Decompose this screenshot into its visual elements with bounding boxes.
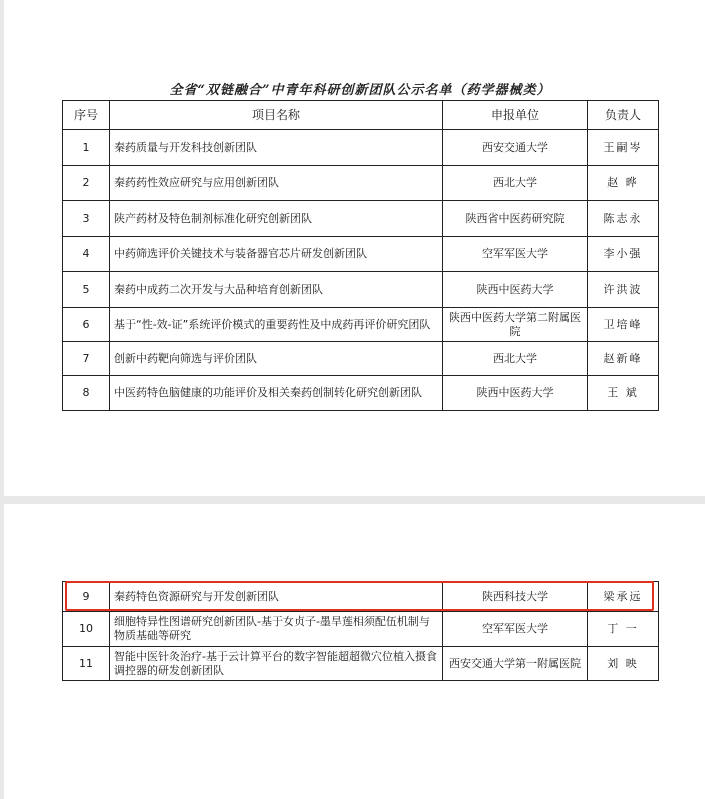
team-table-page-1 [62,100,659,411]
table-row [63,582,659,612]
table-row [63,201,659,237]
cell-unit: 西北大学 [443,342,588,376]
cell-lead: 陈志永 [588,201,659,237]
table-row [63,130,659,166]
cell-lead: 赵 晔 [588,166,659,201]
table-row [63,612,659,647]
table-row [63,308,659,342]
cell-project-name: 基于“性-效-证”系统评价模式的重要药性及中成药再评价研究团队 [110,308,443,342]
header-lead: 负责人 [588,101,659,130]
cell-project-name: 中药筛选评价关键技术与装备器官芯片研发创新团队 [110,237,443,272]
cell-unit: 空军军医大学 [443,237,588,272]
cell-lead: 丁 一 [588,612,659,647]
cell-project-name: 秦药质量与开发科技创新团队 [110,130,443,166]
table-row [63,237,659,272]
cell-no: 3 [63,201,110,237]
table-row [63,166,659,201]
table-row [63,647,659,681]
cell-lead: 卫培峰 [588,308,659,342]
cell-lead: 李小强 [588,237,659,272]
cell-lead: 刘 映 [588,647,659,681]
cell-no: 2 [63,166,110,201]
cell-no: 6 [63,308,110,342]
cell-project-name: 秦药药性效应研究与应用创新团队 [110,166,443,201]
cell-no: 11 [63,647,110,681]
header-no: 序号 [63,101,110,130]
cell-lead: 梁承远 [588,582,659,612]
cell-unit: 陕西中医药大学第二附属医院 [443,308,588,342]
cell-lead: 许洪波 [588,272,659,308]
cell-lead: 赵新峰 [588,342,659,376]
cell-project-name: 创新中药靶向筛选与评价团队 [110,342,443,376]
cell-project-name: 细胞特异性图谱研究创新团队-基于女贞子-墨旱莲相须配伍机制与物质基础等研究 [110,612,443,647]
cell-unit: 空军军医大学 [443,612,588,647]
team-table-page-2 [62,581,659,681]
header-name: 项目名称 [110,101,443,130]
table-row [63,272,659,308]
cell-unit: 陕西省中医药研究院 [443,201,588,237]
cell-unit: 陕西中医药大学 [443,376,588,411]
table-row [63,342,659,376]
cell-project-name: 陕产药材及特色制剂标准化研究创新团队 [110,201,443,237]
cell-unit: 西安交通大学第一附属医院 [443,647,588,681]
cell-no: 10 [63,612,110,647]
cell-no: 4 [63,237,110,272]
cell-no: 1 [63,130,110,166]
document-title: 全省“双链融合”中青年科研创新团队公示名单（药学器械类） [169,83,551,98]
cell-project-name: 智能中医针灸治疗-基于云计算平台的数字智能超超微穴位植入摄食调控器的研发创新团队 [110,647,443,681]
cell-project-name: 秦药中成药二次开发与大品种培育创新团队 [110,272,443,308]
table-row [63,376,659,411]
cell-no: 7 [63,342,110,376]
cell-no: 8 [63,376,110,411]
cell-lead: 王嗣岑 [588,130,659,166]
header-unit: 申报单位 [443,101,588,130]
cell-unit: 陕西中医药大学 [443,272,588,308]
cell-lead: 王 斌 [588,376,659,411]
cell-unit: 西北大学 [443,166,588,201]
table-header-row [63,101,659,130]
cell-project-name: 秦药特色资源研究与开发创新团队 [110,582,443,612]
cell-unit: 陕西科技大学 [443,582,588,612]
cell-no: 9 [63,582,110,612]
cell-no: 5 [63,272,110,308]
cell-unit: 西安交通大学 [443,130,588,166]
cell-project-name: 中医药特色脑健康的功能评价及相关秦药创制转化研究创新团队 [110,376,443,411]
